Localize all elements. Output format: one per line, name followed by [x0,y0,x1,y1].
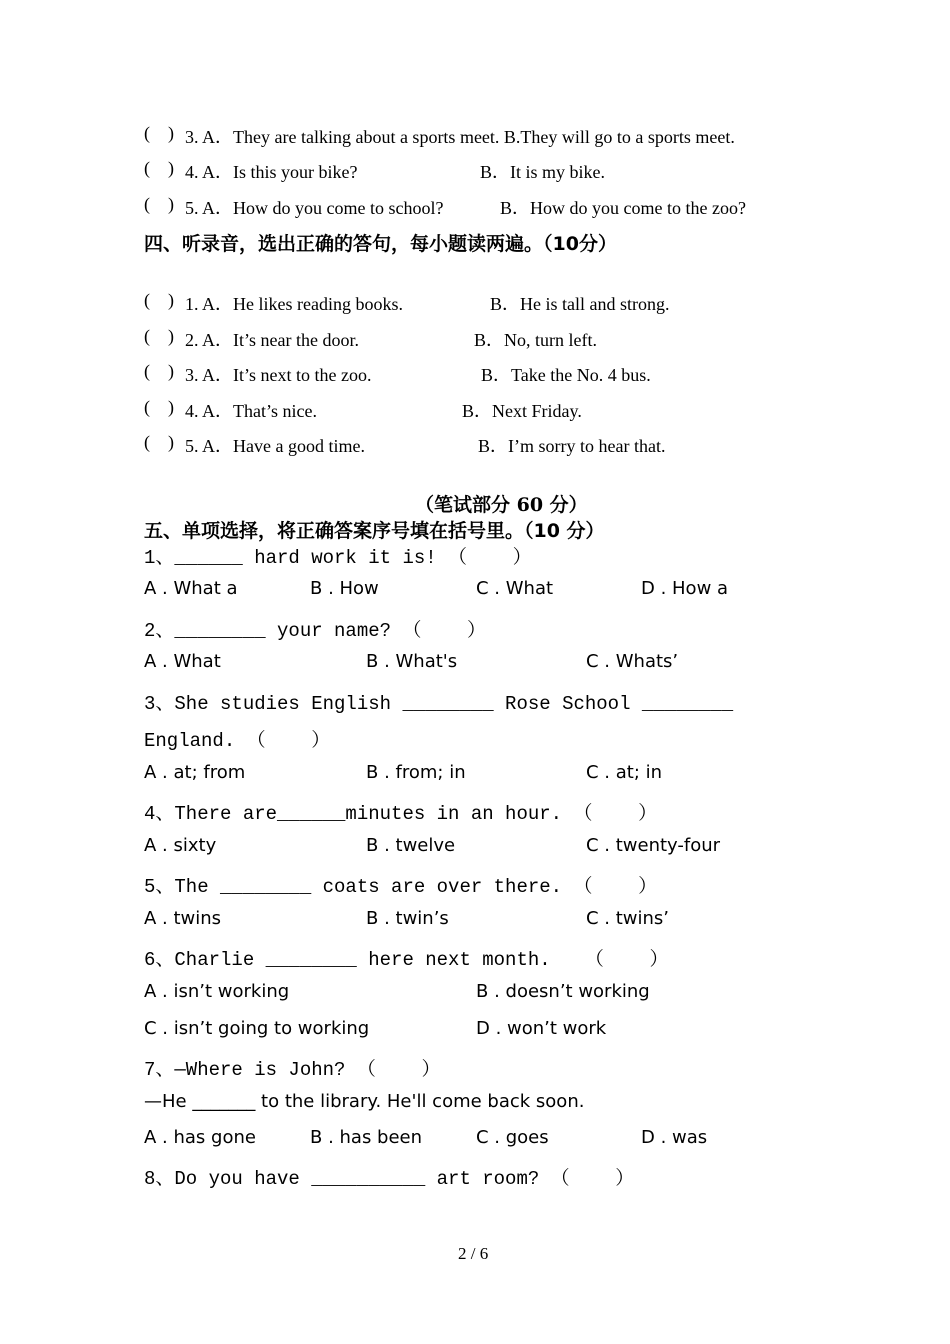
option-b: B．How do you come to the zoo? [500,198,746,218]
bracket: ( ) [144,123,174,143]
option-c: C . isn’t going to working [144,1018,370,1039]
question-stem: 4、There are______minutes in an hour. （ ） [144,803,658,825]
option-c: C . Whats’ [586,651,679,672]
option-b: B . from; in [366,762,466,783]
written-part-heading: （笔试部分 60 分） [415,494,588,516]
option-a: A . What [144,651,221,672]
option-b: B . has been [310,1127,423,1148]
option-a: A . What a [144,578,238,599]
question-stem: 3、She studies English ________ Rose School ________ [144,693,734,715]
bracket: ( ) [144,397,174,417]
question-stem: 8、Do you have __________ art room? （ ） [144,1168,635,1190]
section-5-title: 五、单项选择，将正确答案序号填在括号里。（10 分） [144,520,605,542]
option-c: C . What [476,578,554,599]
option-a: A . sixty [144,835,217,856]
question-stem: 5、The ________ coats are over there. （ ） [144,876,658,898]
option-a: 2. A．It’s near the door. [185,330,359,350]
option-a: A . at; from [144,762,246,783]
option-a: A . isn’t working [144,981,290,1002]
option-b: B．Take the No. 4 bus. [481,365,651,385]
page-number: 2 / 6 [458,1244,489,1263]
option-a: A . has gone [144,1127,256,1148]
option-b: B . What's [366,651,458,672]
option-a: 5. A．How do you come to school? [185,198,444,218]
option-d: D . How a [641,578,729,599]
option-d: D . won’t work [476,1018,607,1039]
option-b: B．It is my bike. [480,162,605,182]
bracket: ( ) [144,326,174,346]
section-4-title: 四、听录音，选出正确的答句，每小题读两遍。（10分） [144,233,617,255]
option-a: 3. A．It’s next to the zoo. [185,365,372,385]
bracket: ( ) [144,432,174,452]
question-stem: 7、—Where is John? （ ） [144,1059,441,1081]
option-a: 3. A．They are talking about a sports meet. B.They will go to a sports meet. [185,127,735,147]
option-b: B . How [310,578,379,599]
question-stem: 1、______ hard work it is! （ ） [144,547,532,569]
option-a: 1. A．He likes reading books. [185,294,403,314]
option-d: D . was [641,1127,708,1148]
option-a: 4. A．That’s nice. [185,401,317,421]
bracket: ( ) [144,361,174,381]
option-a: 4. A．Is this your bike? [185,162,358,182]
option-b: B . doesn’t working [476,981,650,1002]
question-stem: 2、________ your name? （ ） [144,620,487,642]
option-b: B．He is tall and strong. [490,294,670,314]
option-b: B．No, turn left. [474,330,597,350]
option-b: B．I’m sorry to hear that. [478,436,666,456]
option-b: B . twelve [366,835,456,856]
bracket: ( ) [144,290,174,310]
bracket: ( ) [144,194,174,214]
question-stem-continued: —He _______ to the library. He'll come back soon. [144,1091,585,1112]
option-c: C . goes [476,1127,549,1148]
bracket: ( ) [144,158,174,178]
question-stem-continued: England. （ ） [144,730,331,752]
question-stem: 6、Charlie ________ here next month. （ ） [144,949,669,971]
option-b: B．Next Friday. [462,401,582,421]
option-a: A . twins [144,908,222,929]
option-b: B . twin’s [366,908,449,929]
option-a: 5. A．Have a good time. [185,436,365,456]
option-c: C . twenty-four [586,835,721,856]
option-c: C . at; in [586,762,663,783]
option-c: C . twins’ [586,908,670,929]
